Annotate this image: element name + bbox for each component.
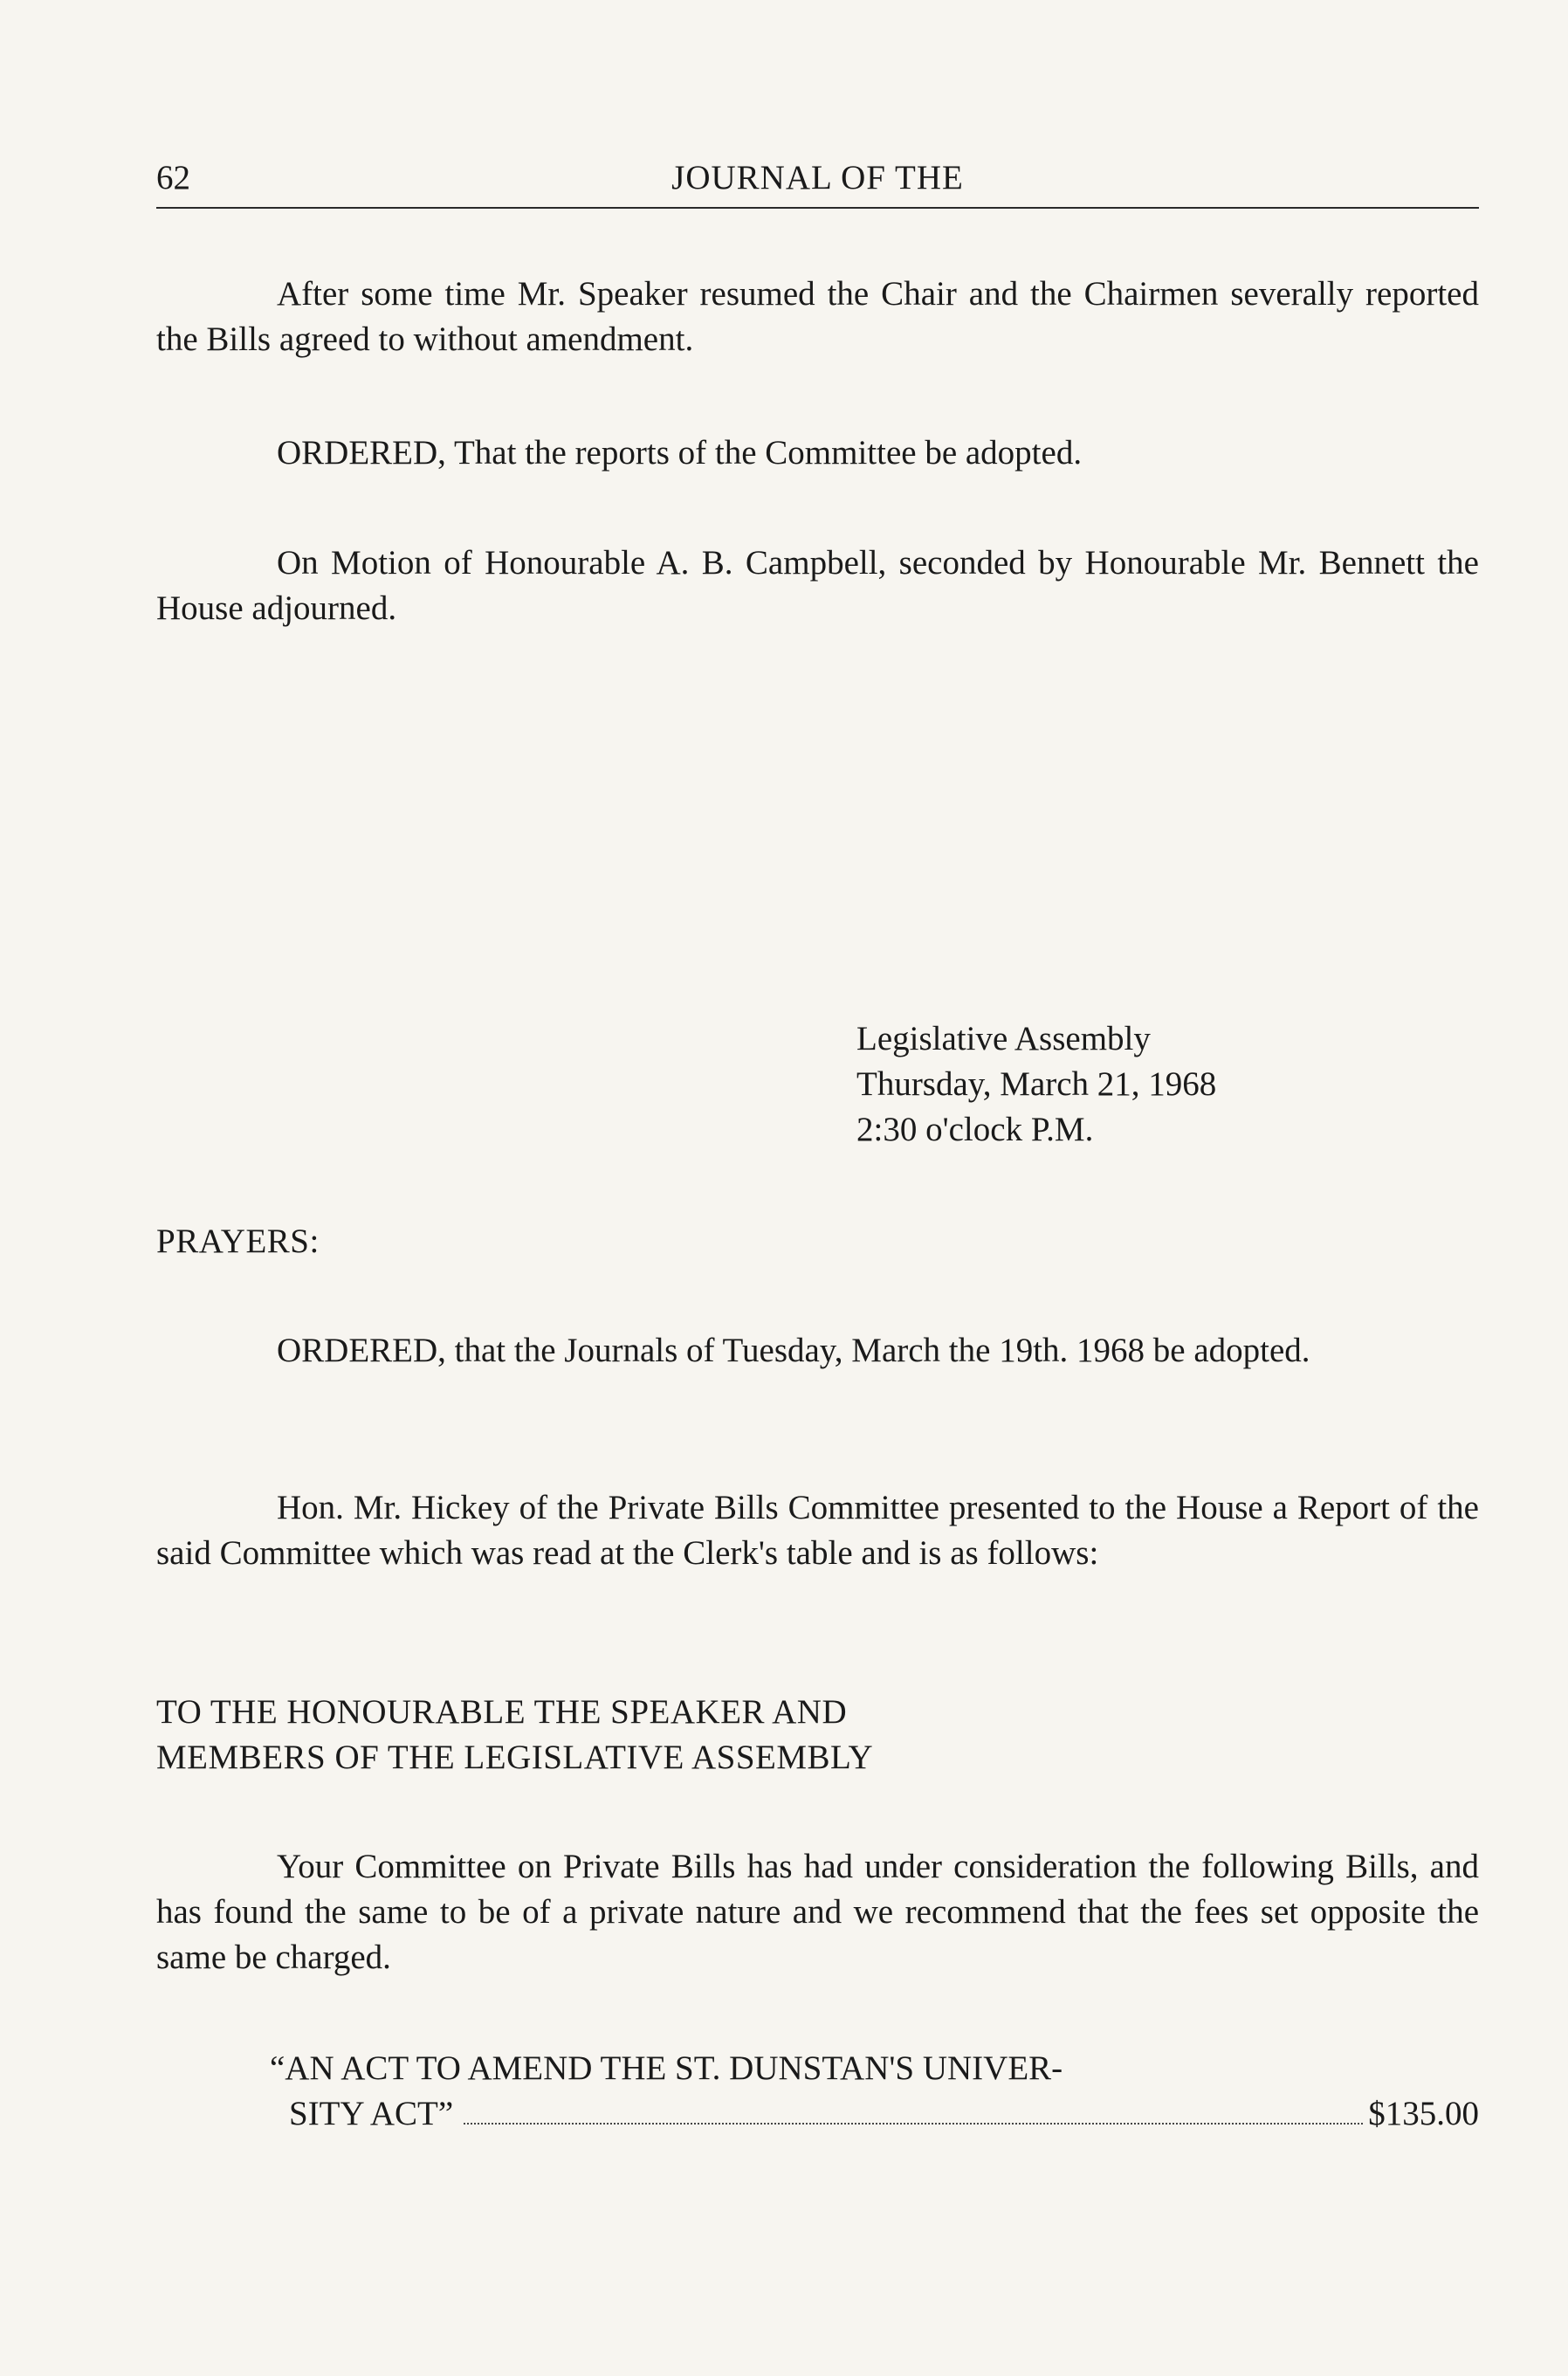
sitting-time: 2:30 o'clock P.M. xyxy=(856,1111,1094,1148)
paragraph-hickey-report: Hon. Mr. Hickey of the Private Bills Committee presented to the House a Report of the said Committee which was read at the Clerk's table and is as follows: xyxy=(156,1489,1479,1572)
paragraph-ordered-reports: ORDERED, That the reports of the Committee be adopted. xyxy=(277,434,1083,472)
paragraph-resumed: After some time Mr. Speaker resumed the Chair and the Chairmen severally reported the Bills agreed to without amendment. xyxy=(156,275,1479,358)
address-heading xyxy=(156,1690,1479,1780)
sitting-date: Thursday, March 21, 1968 xyxy=(856,1065,1217,1103)
page-number: 62 xyxy=(156,159,190,196)
sitting-body: Legislative Assembly xyxy=(856,1020,1151,1057)
dot-leader xyxy=(464,2122,1363,2125)
prayers-heading: PRAYERS: xyxy=(156,1222,320,1260)
address-line-1: TO THE HONOURABLE THE SPEAKER AND xyxy=(156,1693,848,1731)
paragraph-ordered-journals: ORDERED, that the Journals of Tuesday, March the 19th. 1968 be adopted. xyxy=(277,1332,1310,1369)
bill-title-line-2: SITY ACT” xyxy=(289,2095,454,2132)
paragraph-committee-report: Your Committee on Private Bills has had under consideration the following Bills, and has found the same to be of a private nature and we recommend that the fees set opposite the same be charged. xyxy=(156,1848,1479,1976)
page-header xyxy=(156,147,1479,208)
running-title: JOURNAL OF THE xyxy=(671,159,964,196)
bill-fee: $135.00 xyxy=(1368,2095,1479,2132)
bill-fee-item xyxy=(270,2046,1479,2137)
header-rule xyxy=(156,207,1479,209)
sitting-info xyxy=(856,1016,1468,1153)
journal-page xyxy=(156,0,1479,2376)
bill-title-line-1: “AN ACT TO AMEND THE ST. DUNSTAN'S UNIVER- xyxy=(270,2049,1063,2087)
paragraph-motion-adjourn: On Motion of Honourable A. B. Campbell, seconded by Honourable Mr. Bennett the House adjourned. xyxy=(156,544,1479,627)
address-line-2: MEMBERS OF THE LEGISLATIVE ASSEMBLY xyxy=(156,1739,874,1776)
